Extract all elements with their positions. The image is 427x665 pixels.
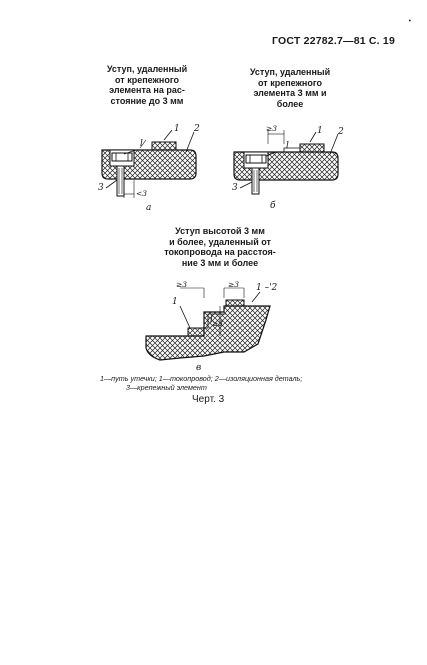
dim-right: ≥3 [228, 280, 240, 289]
figure-b-letter: б [270, 201, 276, 211]
callout-2: 2 [194, 124, 200, 134]
caption-line: Уступ высотой 3 мм [175, 226, 265, 236]
figure-b-caption [225, 67, 355, 109]
callout-3: 3 [98, 183, 104, 193]
screw-head [112, 153, 132, 161]
page-header: ГОСТ 22782.7—81 С. 19 [272, 35, 395, 47]
caption-line: более [276, 98, 304, 109]
conductor-strip [300, 144, 324, 152]
caption-line: ние 3 мм и более [181, 257, 259, 268]
callout-l: l [210, 315, 213, 325]
callout-l: l [286, 141, 289, 151]
caption-line: от крепежного [115, 74, 179, 85]
callout-1-2: 1 –'2 [256, 283, 278, 293]
caption-line: элемента на рас- [109, 85, 185, 95]
callout-1: 1 [174, 124, 180, 134]
figure-label: Черт. 3 [192, 394, 225, 405]
caption-line: и более, удаленный от [169, 236, 271, 247]
figure-a-drawing [90, 118, 210, 213]
figure-c-drawing [140, 278, 290, 373]
dim-vertical: ≥3 [212, 319, 224, 328]
caption-line: элемента 3 мм и [253, 88, 327, 98]
conductor-left [188, 328, 204, 336]
figure-a-caption [82, 64, 212, 106]
caption-line: Уступ, удаленный [249, 67, 331, 77]
screw-shank [252, 168, 259, 194]
dim-b: ≥3 [266, 124, 278, 133]
corner-mark: • [408, 18, 412, 25]
legend [100, 374, 360, 392]
caption-line: токопровода на расстоя- [164, 247, 276, 257]
conductor-strip [152, 142, 176, 150]
figure-b-drawing [222, 122, 352, 214]
screw-shank [117, 166, 124, 196]
screw-head [246, 155, 266, 163]
caption-line: Уступ, удаленный [106, 64, 188, 74]
callout-l: l [140, 139, 143, 149]
figure-c-caption [150, 226, 290, 268]
caption-line: стояние до 3 мм [110, 95, 184, 106]
conductor-right [226, 300, 244, 306]
legend-line: 3—крепежный элемент [126, 383, 207, 392]
callout-2: 2 [338, 127, 344, 137]
caption-line: от крепежного [258, 77, 322, 88]
figure-c-letter: в [196, 363, 202, 373]
callout-1-left: 1 [172, 297, 178, 307]
callout-1: 1 [317, 126, 323, 136]
dim-a: <3 [136, 189, 148, 198]
legend-line: 1—путь утечки; 1—токопровод; 2—изоляционная деталь; [100, 374, 303, 383]
figure-a-letter: а [146, 203, 152, 213]
dim-left: ≥3 [176, 280, 188, 289]
callout-3: 3 [232, 183, 238, 193]
